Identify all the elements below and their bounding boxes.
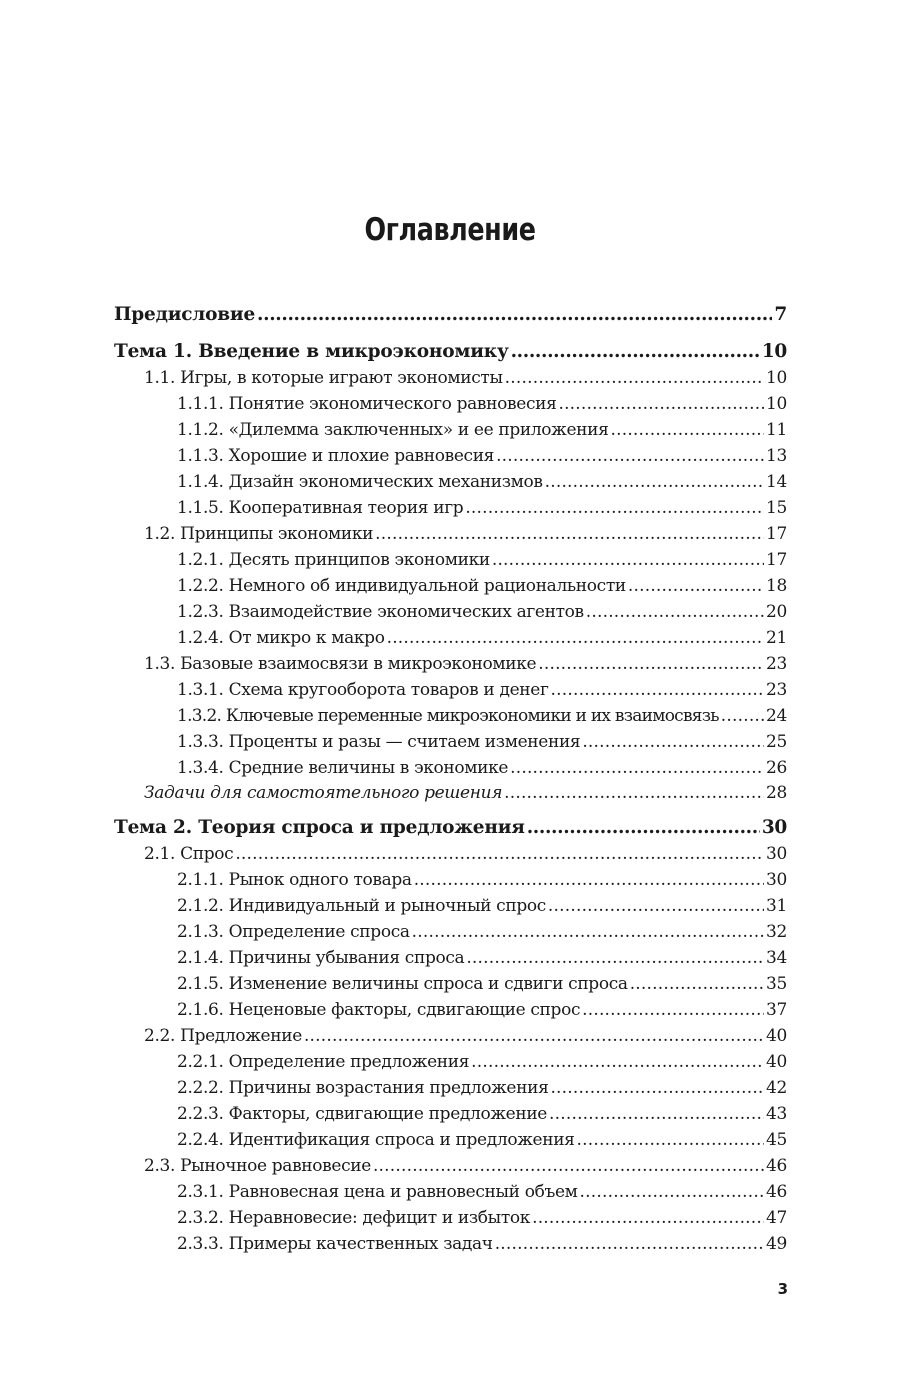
toc-leader xyxy=(611,418,764,442)
toc-leader xyxy=(471,1050,764,1074)
toc-entry-subsection[interactable] xyxy=(114,704,787,728)
toc-entry-subsection[interactable] xyxy=(114,894,787,918)
toc-leader xyxy=(495,1232,764,1256)
toc-entry-label: 1.3. Базовые взаимосвязи в микроэкономике xyxy=(144,654,537,674)
toc-entry-section[interactable] xyxy=(114,522,787,546)
toc-leader xyxy=(582,730,764,754)
toc-entry-page: 46 xyxy=(765,1182,787,1202)
toc-entry-label: 1.3.2. Ключевые переменные микроэкономики и их взаимосвязь xyxy=(177,706,719,726)
toc-entry-label: 2.3.1. Равновесная цена и равновесный объем xyxy=(177,1182,578,1202)
toc-entry-page: 30 xyxy=(765,844,787,864)
toc-entry-label: Тема 1. Введение в микроэкономику xyxy=(114,341,509,362)
toc-entry-subsection[interactable] xyxy=(114,868,787,892)
toc-entry-label: 2.2.3. Факторы, сдвигающие предложение xyxy=(177,1104,548,1124)
toc-entry-label: 1.2.3. Взаимодействие экономических агентов xyxy=(177,602,584,622)
toc-entry-label: 2.2.2. Причины возрастания предложения xyxy=(177,1078,549,1098)
toc-leader xyxy=(257,302,772,328)
toc-entry-label: 1.2.2. Немного об индивидуальной рациональности xyxy=(177,576,626,596)
toc-entry-preface[interactable] xyxy=(114,302,787,328)
toc-entry-label: 2.3. Рыночное равновесие xyxy=(144,1156,371,1176)
toc-leader xyxy=(582,998,764,1022)
toc-entry-section[interactable] xyxy=(114,652,787,676)
toc-leader xyxy=(551,678,764,702)
page-number: 3 xyxy=(777,1280,788,1298)
toc-entry-subsection[interactable] xyxy=(114,1206,787,1230)
toc-entry-subsection[interactable] xyxy=(114,574,787,598)
toc-entry-subsection[interactable] xyxy=(114,1076,787,1100)
toc-entry-page: 46 xyxy=(765,1156,787,1176)
toc-entry-page: 14 xyxy=(765,472,787,492)
toc-entry-label: 1.1. Игры, в которые играют экономисты xyxy=(144,368,503,388)
toc-leader xyxy=(375,522,764,546)
toc-entry-topic-1[interactable] xyxy=(114,339,787,365)
toc-leader xyxy=(630,972,764,996)
toc-entry-label: Задачи для самостоятельного решения xyxy=(144,783,503,803)
toc-entry-subsection[interactable] xyxy=(114,600,787,624)
toc-entry-subsection[interactable] xyxy=(114,1180,787,1204)
toc-entry-label: 2.1.4. Причины убывания спроса xyxy=(177,948,465,968)
toc-entry-page: 40 xyxy=(765,1052,787,1072)
toc-entry-label: 2.1. Спрос xyxy=(144,844,234,864)
toc-entry-page: 26 xyxy=(765,758,787,778)
toc-entry-page: 10 xyxy=(765,368,787,388)
toc-leader xyxy=(504,781,764,805)
toc-entry-page: 28 xyxy=(765,783,787,803)
toc-leader xyxy=(304,1024,764,1048)
toc-entry-page: 37 xyxy=(765,1000,787,1020)
toc-entry-subsection[interactable] xyxy=(114,730,787,754)
toc-entry-label: 2.2.1. Определение предложения xyxy=(177,1052,470,1072)
toc-leader xyxy=(414,868,764,892)
toc-entry-section[interactable] xyxy=(114,1154,787,1178)
toc-entry-label: 2.2.4. Идентификация спроса и предложения xyxy=(177,1130,575,1150)
toc-entry-label: Предисловие xyxy=(114,304,256,325)
toc-entry-subsection[interactable] xyxy=(114,1050,787,1074)
toc-leader xyxy=(549,1102,764,1126)
toc-entry-subsection[interactable] xyxy=(114,470,787,494)
toc-leader xyxy=(492,548,764,572)
toc-leader xyxy=(545,470,764,494)
toc-entry-subsection[interactable] xyxy=(114,496,787,520)
toc-entry-subsection[interactable] xyxy=(114,392,787,416)
toc-entry-subsection[interactable] xyxy=(114,756,787,780)
toc-entry-label: 1.2.4. От микро к макро xyxy=(177,628,385,648)
toc-entry-subsection[interactable] xyxy=(114,946,787,970)
toc-entry-section[interactable] xyxy=(114,842,787,866)
toc-leader xyxy=(387,626,764,650)
toc-entry-page: 18 xyxy=(765,576,787,596)
toc-entry-page: 13 xyxy=(765,446,787,466)
toc-entry-label: 1.1.5. Кооперативная теория игр xyxy=(177,498,464,518)
toc-entry-label: 1.3.3. Проценты и разы — считаем изменения xyxy=(177,732,581,752)
toc-leader xyxy=(628,574,764,598)
toc-entry-page: 11 xyxy=(765,420,787,440)
toc-entry-page: 10 xyxy=(765,394,787,414)
toc-entry-label: 2.1.6. Неценовые факторы, сдвигающие спрос xyxy=(177,1000,581,1020)
toc-entry-section[interactable] xyxy=(114,366,787,390)
toc-entry-label: 1.1.3. Хорошие и плохие равновесия xyxy=(177,446,495,466)
toc-entry-subsection[interactable] xyxy=(114,972,787,996)
toc-entry-subsection[interactable] xyxy=(114,1128,787,1152)
toc-entry-label: 2.1.5. Изменение величины спроса и сдвиги спроса xyxy=(177,974,628,994)
toc-leader xyxy=(548,894,764,918)
toc-entry-subsection[interactable] xyxy=(114,920,787,944)
toc-leader xyxy=(373,1154,764,1178)
toc-entry-page: 47 xyxy=(765,1208,787,1228)
toc-entry-label: 1.3.4. Средние величины в экономике xyxy=(177,758,509,778)
toc-entry-subsection[interactable] xyxy=(114,1232,787,1256)
toc-entry-label: 1.2.1. Десять принципов экономики xyxy=(177,550,490,570)
toc-entry-page: 17 xyxy=(765,550,787,570)
toc-entry-subsection[interactable] xyxy=(114,548,787,572)
toc-entry-subsection[interactable] xyxy=(114,678,787,702)
toc-entry-page: 30 xyxy=(761,817,787,838)
toc-entry-label: 2.3.2. Неравновесие: дефицит и избыток xyxy=(177,1208,531,1228)
toc-entry-exercises[interactable] xyxy=(114,781,787,805)
toc-entry-page: 10 xyxy=(761,341,787,362)
toc-entry-section[interactable] xyxy=(114,1024,787,1048)
toc-leader xyxy=(586,600,764,624)
toc-entry-label: 1.2. Принципы экономики xyxy=(144,524,374,544)
toc-entry-label: Тема 2. Теория спроса и предложения xyxy=(114,817,525,838)
toc-leader xyxy=(532,1206,764,1230)
toc-entry-page: 34 xyxy=(765,948,787,968)
toc-entry-topic-2[interactable] xyxy=(114,815,787,841)
toc-leader xyxy=(496,444,764,468)
toc-entry-label: 1.1.2. «Дилемма заключенных» и ее приложения xyxy=(177,420,609,440)
toc-leader xyxy=(538,652,764,676)
toc-leader xyxy=(721,704,764,728)
toc-entry-page: 21 xyxy=(765,628,787,648)
toc-leader xyxy=(550,1076,764,1100)
toc-entry-subsection[interactable] xyxy=(114,444,787,468)
toc-entry-subsection[interactable] xyxy=(114,626,787,650)
toc-entry-label: 2.1.2. Индивидуальный и рыночный спрос xyxy=(177,896,546,916)
toc-leader xyxy=(580,1180,764,1204)
toc-entry-subsection[interactable] xyxy=(114,998,787,1022)
toc-entry-page: 42 xyxy=(765,1078,787,1098)
toc-leader xyxy=(527,815,760,841)
toc-entry-page: 7 xyxy=(774,304,787,325)
toc-leader xyxy=(466,946,764,970)
toc-leader xyxy=(558,392,763,416)
toc-entry-label: 2.2. Предложение xyxy=(144,1026,302,1046)
toc-leader xyxy=(510,756,764,780)
toc-entry-label: 1.1.1. Понятие экономического равновесия xyxy=(177,394,557,414)
toc-leader xyxy=(235,842,764,866)
toc-entry-page: 35 xyxy=(765,974,787,994)
toc-entry-page: 20 xyxy=(765,602,787,622)
toc-entry-page: 31 xyxy=(765,896,787,916)
toc-entry-page: 30 xyxy=(765,870,787,890)
toc-entry-page: 32 xyxy=(765,922,787,942)
toc-entry-page: 45 xyxy=(765,1130,787,1150)
toc-entry-page: 49 xyxy=(765,1234,787,1254)
toc-leader xyxy=(511,339,760,365)
toc-entry-page: 15 xyxy=(765,498,787,518)
toc-entry-subsection[interactable] xyxy=(114,1102,787,1126)
toc-entry-page: 40 xyxy=(765,1026,787,1046)
toc-entry-label: 2.3.3. Примеры качественных задач xyxy=(177,1234,493,1254)
toc-entry-page: 43 xyxy=(765,1104,787,1124)
toc-leader xyxy=(465,496,764,520)
toc-entry-subsection[interactable] xyxy=(114,418,787,442)
toc-entry-page: 17 xyxy=(765,524,787,544)
toc-entry-page: 24 xyxy=(765,706,787,726)
toc-entry-label: 2.1.3. Определение спроса xyxy=(177,922,410,942)
toc-entry-label: 1.3.1. Схема кругооборота товаров и денег xyxy=(177,680,549,700)
toc-entry-label: 2.1.1. Рынок одного товара xyxy=(177,870,412,890)
toc-entry-page: 23 xyxy=(765,680,787,700)
page-title: Оглавление xyxy=(364,212,536,248)
toc-entry-label: 1.1.4. Дизайн экономических механизмов xyxy=(177,472,543,492)
toc-leader xyxy=(577,1128,764,1152)
toc-entry-page: 23 xyxy=(765,654,787,674)
toc-leader xyxy=(412,920,764,944)
toc-leader xyxy=(505,366,764,390)
toc-entry-page: 25 xyxy=(765,732,787,752)
